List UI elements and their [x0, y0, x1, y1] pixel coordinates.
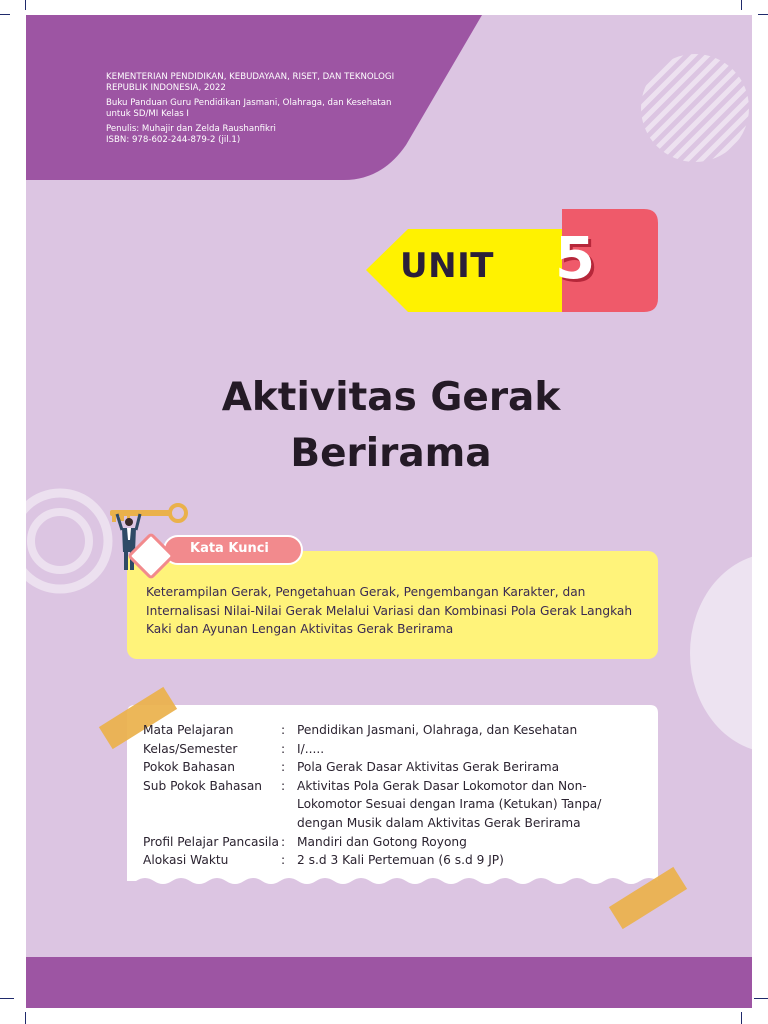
info-value: Pendidikan Jasmani, Olahraga, dan Kesehatan	[297, 723, 578, 737]
ministry-line-2: REPUBLIK INDONESIA, 2022	[106, 83, 226, 94]
unit-number: 5	[554, 224, 596, 292]
info-row	[143, 833, 643, 852]
crop-mark-top-left-h	[0, 14, 10, 15]
footer-band	[26, 957, 752, 1008]
unit-label: UNIT	[400, 246, 494, 286]
ministry-line-1: KEMENTERIAN PENDIDIKAN, KEBUDAYAAN, RISET, DAN TEKNOLOGI	[106, 72, 395, 82]
crop-mark-bottom-left-v	[25, 1012, 26, 1024]
title-line-1: Aktivitas Gerak	[221, 375, 561, 420]
info-key: Kelas/Semester	[143, 741, 238, 756]
crop-mark-top-left-v	[25, 0, 26, 10]
info-value: Pola Gerak Dasar Aktivitas Gerak Berirama	[297, 760, 560, 775]
keywords-heading: Kata Kunci	[190, 541, 269, 556]
info-value: Aktivitas Pola Gerak Dasar Lokomotor dan Non-Lokomotor Sesuai dengan Irama (Ketukan) Tanpa/ dengan Musik dalam Aktivitas Gerak Berirama	[297, 778, 602, 830]
info-colon: :	[281, 778, 286, 793]
info-key: Profil Pelajar Pancasila	[143, 834, 280, 849]
info-row	[143, 777, 643, 833]
info-value: I/.....	[297, 741, 325, 756]
info-row	[143, 721, 643, 740]
info-row	[143, 851, 643, 870]
publication-info	[106, 72, 436, 146]
crop-mark-top-right-v	[741, 0, 742, 10]
info-key: Pokok Bahasan	[143, 760, 235, 775]
book-title-line-2: untuk SD/MI Kelas I	[106, 109, 189, 120]
isbn: ISBN: 978-602-244-879-2 (jil.1)	[106, 135, 241, 146]
info-key: Mata Pelajaran	[143, 723, 234, 737]
info-key: Sub Pokok Bahasan	[143, 778, 263, 793]
info-colon: :	[281, 723, 286, 737]
crop-mark-bottom-right-v	[741, 1012, 742, 1024]
info-colon: :	[281, 834, 286, 849]
info-value: Mandiri dan Gotong Royong	[297, 834, 467, 849]
authors: Penulis: Muhajir dan Zelda Raushanfikri	[106, 123, 276, 134]
crop-mark-bottom-right-h	[754, 998, 768, 999]
info-colon: :	[281, 760, 286, 775]
crop-mark-top-right-h	[758, 14, 768, 15]
crop-mark-bottom-left-h	[0, 998, 14, 999]
info-colon: :	[281, 853, 286, 868]
info-colon: :	[281, 741, 286, 756]
book-title-line-1: Buku Panduan Guru Pendidikan Jasmani, Olahraga, dan Kesehatan	[106, 97, 392, 108]
keywords-text: Keterampilan Gerak, Pengetahuan Gerak, Pengembangan Karakter, dan Internalisasi Nilai-Nilai Gerak Melalui Variasi dan Kombinasi Pola Gerak Langkah Kaki dan Ayunan Lengan Aktivitas Gerak Berirama	[146, 585, 633, 636]
striped-circle-decoration	[640, 53, 750, 163]
book-page	[26, 15, 752, 1008]
info-row	[143, 740, 643, 759]
info-key: Alokasi Waktu	[143, 853, 229, 868]
half-circle-decoration	[690, 553, 752, 753]
title-line-2: Berirama	[290, 431, 492, 476]
info-value: 2 s.d 3 Kali Pertemuan (6 s.d 9 JP)	[297, 853, 504, 868]
lesson-info-table	[143, 721, 643, 870]
page-title	[126, 370, 656, 482]
info-row	[143, 758, 643, 777]
